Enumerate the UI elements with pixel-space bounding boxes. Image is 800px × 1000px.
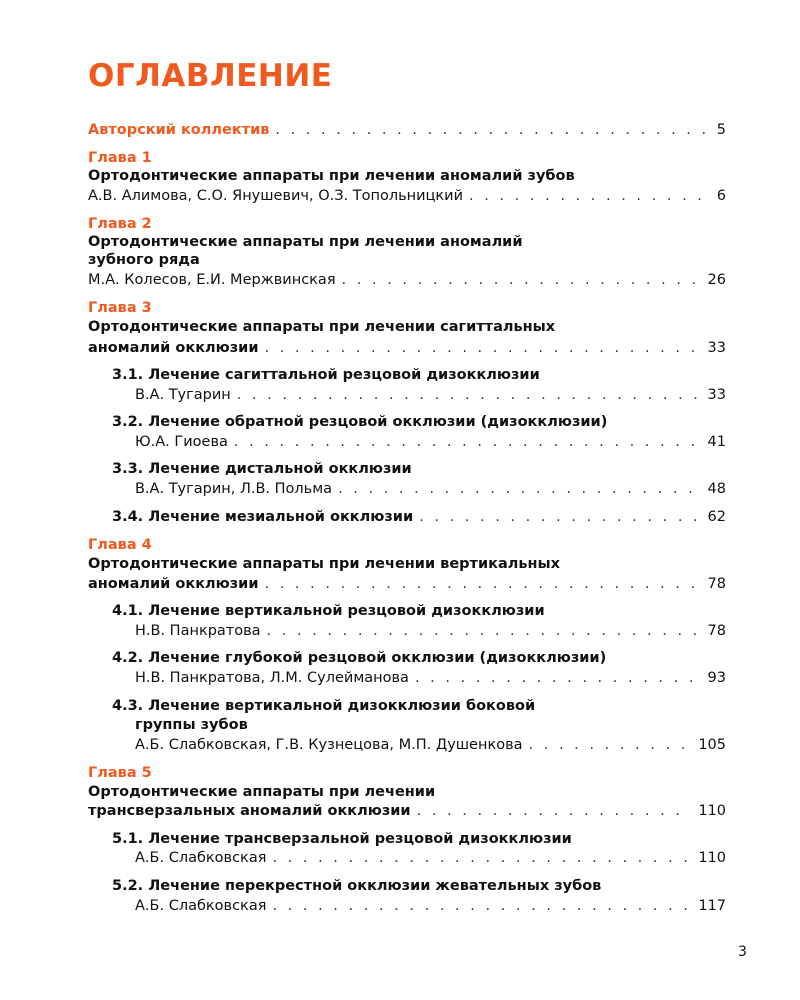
leader-dots <box>237 386 702 404</box>
page-ref: 105 <box>698 737 726 753</box>
page-ref: 33 <box>707 340 726 356</box>
toc-entry[interactable] <box>135 386 726 404</box>
chapter-title[interactable]: Ортодонтические аппараты при лечении вертикальных <box>88 556 561 572</box>
chapter-title[interactable]: Ортодонтические аппараты при лечении аномалий зубов <box>88 168 575 184</box>
section-title[interactable]: 3.1. Лечение сагиттальной резцовой дизокклюзии <box>112 367 540 383</box>
page-ref: 110 <box>698 803 726 819</box>
section-title: 3.4. Лечение мезиальной окклюзии <box>112 509 414 525</box>
leader-dots <box>275 121 710 139</box>
leader-dots <box>265 339 702 357</box>
entry-authors: А.Б. Слабковская <box>135 850 267 866</box>
section-title[interactable]: 4.2. Лечение глубокой резцовой окклюзии (дизокклюзии) <box>112 650 607 666</box>
entry-authors: Н.В. Панкратова, Л.М. Сулейманова <box>135 670 409 686</box>
chapter-title-cont[interactable]: зубного ряда <box>88 252 200 268</box>
leader-dots <box>272 849 692 867</box>
page-ref: 93 <box>707 670 726 686</box>
toc-entry[interactable] <box>88 339 726 357</box>
entry-authors: Н.В. Панкратова <box>135 623 261 639</box>
entry-authors: Ю.А. Гиоева <box>135 434 228 450</box>
leader-dots <box>267 622 702 640</box>
page-ref: 26 <box>707 272 726 288</box>
entry-authors: М.А. Колесов, Е.И. Мержвинская <box>88 272 336 288</box>
page-title: ОГЛАВЛЕНИЕ <box>88 58 333 94</box>
page-ref: 6 <box>716 188 726 204</box>
chapter-label: Глава 1 <box>88 150 152 166</box>
page-ref: 110 <box>698 850 726 866</box>
chapter-label: Глава 2 <box>88 216 152 232</box>
leader-dots <box>342 271 702 289</box>
chapter-title[interactable]: Ортодонтические аппараты при лечении сагиттальных <box>88 319 556 335</box>
page-ref: 5 <box>716 122 726 138</box>
section-title[interactable]: 4.1. Лечение вертикальной резцовой дизокклюзии <box>112 603 545 619</box>
toc-entry[interactable] <box>112 508 726 526</box>
page-ref: 41 <box>707 434 726 450</box>
leader-dots <box>415 669 702 687</box>
leader-dots <box>338 480 701 498</box>
page-ref: 48 <box>707 481 726 497</box>
toc-entry-authors[interactable] <box>88 121 726 139</box>
entry-authors: А.Б. Слабковская <box>135 898 267 914</box>
toc-entry[interactable] <box>135 849 726 867</box>
page-ref: 78 <box>707 576 726 592</box>
leader-dots <box>272 897 692 915</box>
toc-entry[interactable] <box>135 669 726 687</box>
toc-entry[interactable] <box>88 187 726 205</box>
entry-title: Авторский коллектив <box>88 122 270 138</box>
entry-authors: В.А. Тугарин <box>135 387 231 403</box>
section-title[interactable]: 5.2. Лечение перекрестной окклюзии жевательных зубов <box>112 878 602 894</box>
toc-entry[interactable] <box>135 736 726 754</box>
chapter-title-cont: трансверзальных аномалий окклюзии <box>88 803 411 819</box>
leader-dots <box>529 736 693 754</box>
leader-dots <box>417 802 693 820</box>
entry-authors: А.В. Алимова, С.О. Янушевич, О.З. Топольницкий <box>88 188 464 204</box>
toc-entry[interactable] <box>88 802 726 820</box>
entry-authors: А.Б. Слабковская, Г.В. Кузнецова, М.П. Душенкова <box>135 737 523 753</box>
chapter-label: Глава 5 <box>88 765 152 781</box>
page-ref: 62 <box>707 509 726 525</box>
section-title[interactable]: 5.1. Лечение трансверзальной резцовой дизокклюзии <box>112 831 572 847</box>
section-title[interactable]: 3.3. Лечение дистальной окклюзии <box>112 461 412 477</box>
toc-entry[interactable] <box>135 480 726 498</box>
section-title[interactable]: 3.2. Лечение обратной резцовой окклюзии (дизокклюзии) <box>112 414 608 430</box>
entry-authors: В.А. Тугарин, Л.В. Польма <box>135 481 333 497</box>
toc-entry[interactable] <box>135 897 726 915</box>
toc-entry[interactable] <box>88 271 726 289</box>
page-ref: 33 <box>707 387 726 403</box>
toc-entry[interactable] <box>135 622 726 640</box>
leader-dots <box>265 575 702 593</box>
chapter-title[interactable]: Ортодонтические аппараты при лечении <box>88 784 436 800</box>
toc-entry[interactable] <box>88 575 726 593</box>
chapter-title[interactable]: Ортодонтические аппараты при лечении аномалий <box>88 234 523 250</box>
page-number: 3 <box>738 944 747 960</box>
chapter-title-cont: аномалий окклюзии <box>88 340 259 356</box>
toc-entry[interactable] <box>135 433 726 451</box>
leader-dots <box>234 433 702 451</box>
leader-dots <box>469 187 711 205</box>
section-title-cont[interactable]: группы зубов <box>135 717 248 733</box>
section-title[interactable]: 4.3. Лечение вертикальной дизокклюзии боковой <box>112 698 536 714</box>
page-ref: 78 <box>707 623 726 639</box>
chapter-label: Глава 3 <box>88 300 152 316</box>
page-ref: 117 <box>698 898 726 914</box>
chapter-title-cont: аномалий окклюзии <box>88 576 259 592</box>
leader-dots <box>419 508 701 526</box>
chapter-label: Глава 4 <box>88 537 152 553</box>
